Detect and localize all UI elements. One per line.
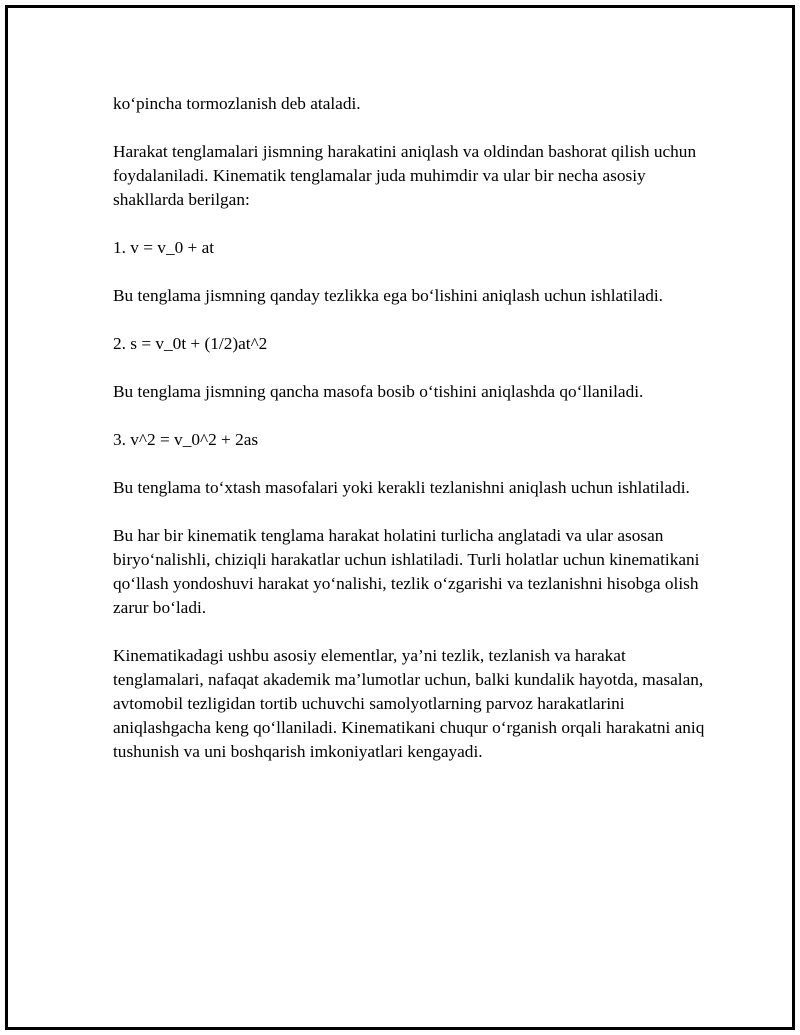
paragraph-equation-2-explanation: Bu tenglama jismning qancha masofa bosib o‘tishini aniqlashda qo‘llaniladi. — [113, 382, 644, 401]
paragraph-equations-intro: Harakat tenglamalari jismning harakatini aniqlash va oldindan bashorat qilish uchun foydalaniladi. Kinematik tenglamalar juda muhimdir va ular bir necha asosiy shakllarda berilgan: — [113, 142, 697, 209]
equation-3: 3. v^2 = v_0^2 + 2as — [113, 430, 259, 449]
paragraph-equation-1-explanation: Bu tenglama jismning qanday tezlikka ega bo‘lishini aniqlash uchun ishlatiladi. — [113, 286, 664, 305]
paragraph-kinematics-usage: Bu har bir kinematik tenglama harakat holatini turlicha anglatadi va ular asosan biryo‘nalishli, chiziqli harakatlar uchun ishlatiladi. Turli holatlar uchun kinematikani qo‘llash yondoshuvi harakat yo‘nalishi, tezlik o‘zgarishi va tezlanishni hisobga olish zarur bo‘ladi. — [113, 526, 700, 617]
document-body — [113, 92, 713, 788]
equation-1: 1. v = v_0 + at — [113, 238, 215, 257]
paragraph-equation-3-explanation: Bu tenglama to‘xtash masofalari yoki kerakli tezlanishni aniqlash uchun ishlatiladi. — [113, 478, 690, 497]
paragraph-continuation: ko‘pincha tormozlanish deb ataladi. — [113, 94, 361, 113]
equation-2: 2. s = v_0t + (1/2)at^2 — [113, 334, 268, 353]
paragraph-conclusion: Kinematikadagi ushbu asosiy elementlar, ya’ni tezlik, tezlanish va harakat tenglamalari, nafaqat akademik ma’lumotlar uchun, balki kundalik hayotda, masalan, avtomobil tezligidan tortib uchuvchi samolyotlarning parvoz harakatlarini aniqlashgacha keng qo‘llaniladi. Kinematikani chuqur o‘rganish orqali harakatni aniq tushunish va uni boshqarish imkoniyatlari kengayadi. — [113, 646, 705, 761]
